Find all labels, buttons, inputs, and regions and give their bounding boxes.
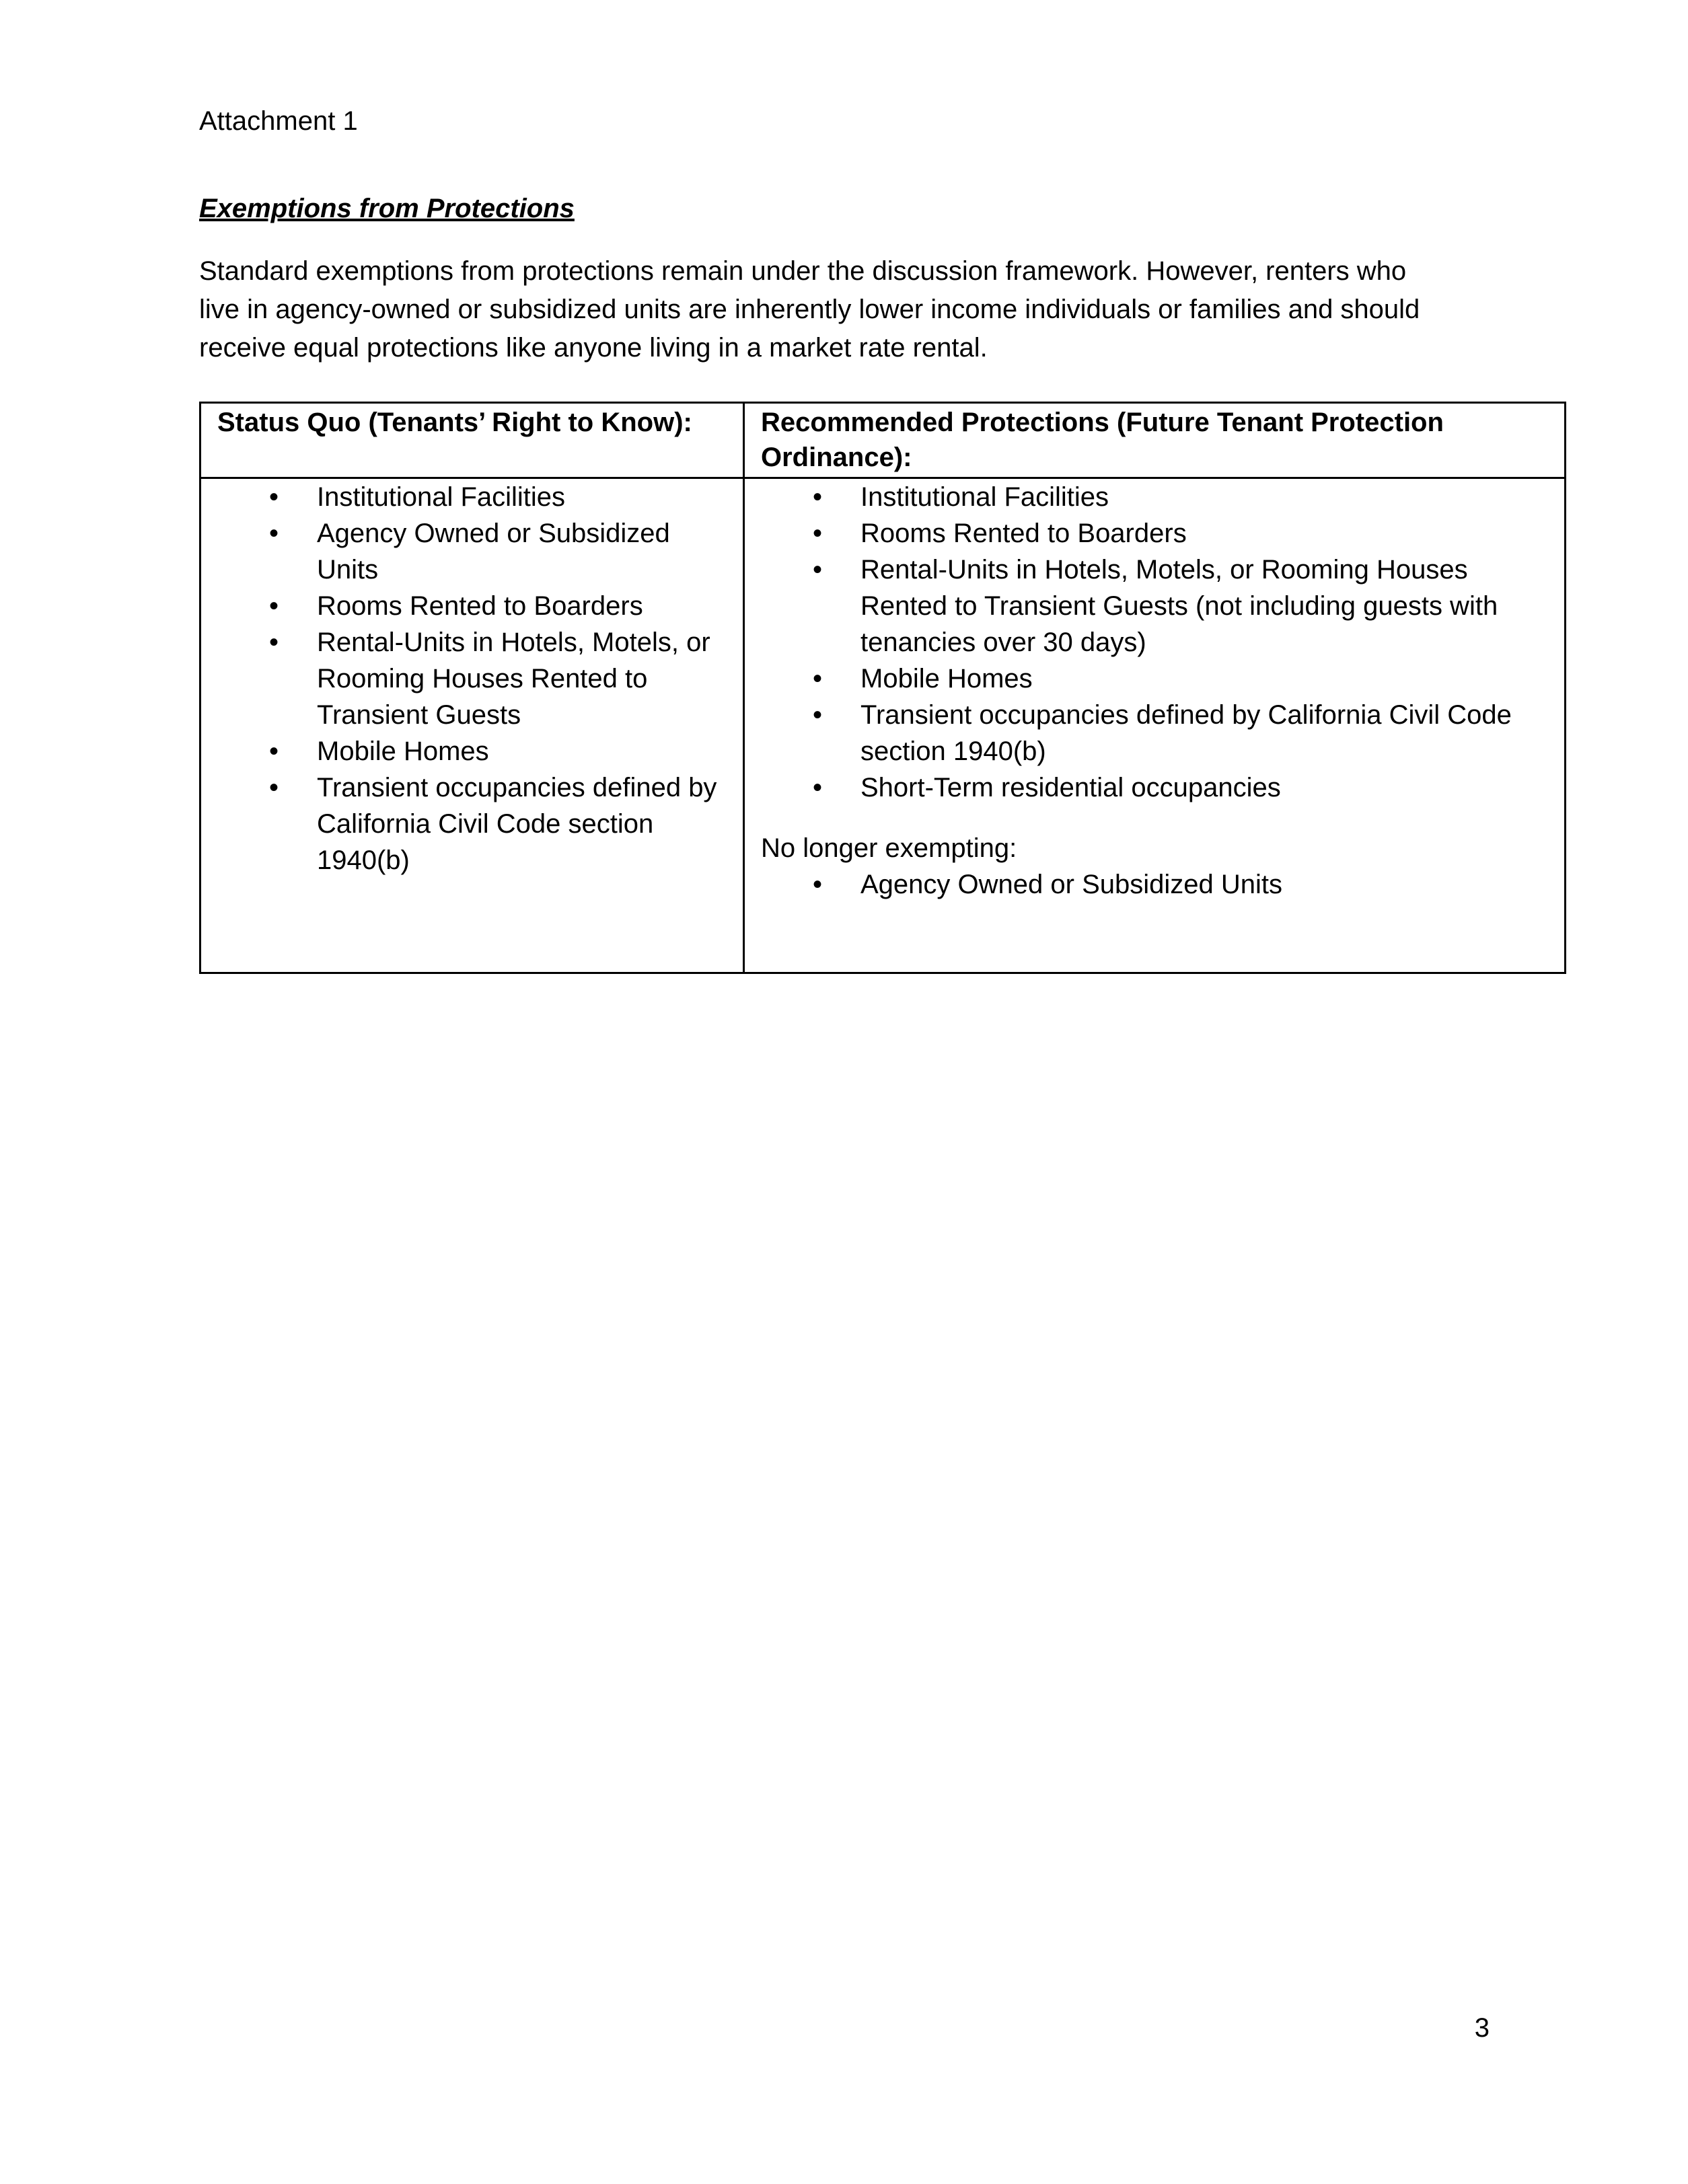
bullet-icon: •	[813, 519, 823, 548]
list-item	[201, 515, 743, 588]
section-title: Exemptions from Protections	[199, 194, 575, 223]
list-item-text: Rooms Rented to Boarders	[860, 519, 1187, 548]
list-item	[745, 769, 1564, 806]
bullet-icon: •	[813, 700, 823, 730]
list-item	[201, 769, 743, 878]
status-quo-cell	[200, 478, 744, 973]
list-item	[745, 697, 1564, 769]
page-content	[199, 106, 1564, 974]
list-item	[745, 552, 1564, 661]
list-item	[745, 515, 1564, 552]
recommended-protections-list	[745, 479, 1564, 806]
list-item-text: Institutional Facilities	[317, 482, 566, 512]
status-quo-list	[201, 479, 743, 878]
list-item-text: Mobile Homes	[860, 664, 1033, 693]
list-item-text: Short-Term residential occupancies	[860, 773, 1281, 802]
page-number: 3	[1474, 2013, 1490, 2043]
bullet-icon: •	[269, 482, 279, 512]
no-longer-exempting-list	[745, 866, 1564, 903]
list-item-text: Institutional Facilities	[860, 482, 1109, 512]
bullet-icon: •	[813, 773, 823, 802]
bullet-icon: •	[269, 519, 279, 548]
list-item	[745, 866, 1564, 903]
list-item-text: Rental-Units in Hotels, Motels, or Rooming Houses Rented to Transient Guests (not including guests with tenancies over 30 days)	[860, 555, 1498, 657]
intro-paragraph: Standard exemptions from protections remain under the discussion framework. However, renters who live in agency-owned or subsidized units are inherently lower income individuals or families and should receive equal protections like anyone living in a market rate rental.	[199, 256, 1420, 363]
bullet-icon: •	[269, 628, 279, 657]
attachment-label: Attachment 1	[199, 106, 358, 136]
list-item-text: Mobile Homes	[317, 737, 489, 766]
table-body-row	[200, 478, 1566, 973]
list-item	[201, 733, 743, 769]
list-item	[201, 624, 743, 733]
bullet-icon: •	[269, 591, 279, 621]
exemptions-table	[199, 402, 1566, 974]
list-item-text: Agency Owned or Subsidized Units	[317, 519, 670, 585]
list-item	[201, 588, 743, 624]
no-longer-exempting-label: No longer exempting:	[761, 833, 1017, 863]
list-item-text: Rental-Units in Hotels, Motels, or Rooming Houses Rented to Transient Guests	[317, 628, 710, 730]
bullet-icon: •	[813, 664, 823, 693]
list-item-text: Transient occupancies defined by California Civil Code section 1940(b)	[317, 773, 717, 875]
recommended-protections-cell	[744, 478, 1566, 973]
list-item	[745, 479, 1564, 515]
status-quo-header: Status Quo (Tenants’ Right to Know):	[200, 403, 744, 478]
bullet-icon: •	[269, 737, 279, 766]
list-item	[201, 479, 743, 515]
bullet-icon: •	[813, 555, 823, 585]
bullet-icon: •	[269, 773, 279, 802]
bullet-icon: •	[813, 870, 823, 899]
list-item-text: Transient occupancies defined by California Civil Code section 1940(b)	[860, 700, 1512, 766]
bullet-icon: •	[813, 482, 823, 512]
table-header-row	[200, 403, 1566, 478]
page-footer	[199, 2013, 1490, 2043]
list-item	[745, 661, 1564, 697]
list-item-text: Agency Owned or Subsidized Units	[860, 870, 1282, 899]
recommended-protections-header: Recommended Protections (Future Tenant Protection Ordinance):	[744, 403, 1566, 478]
list-item-text: Rooms Rented to Boarders	[317, 591, 643, 621]
